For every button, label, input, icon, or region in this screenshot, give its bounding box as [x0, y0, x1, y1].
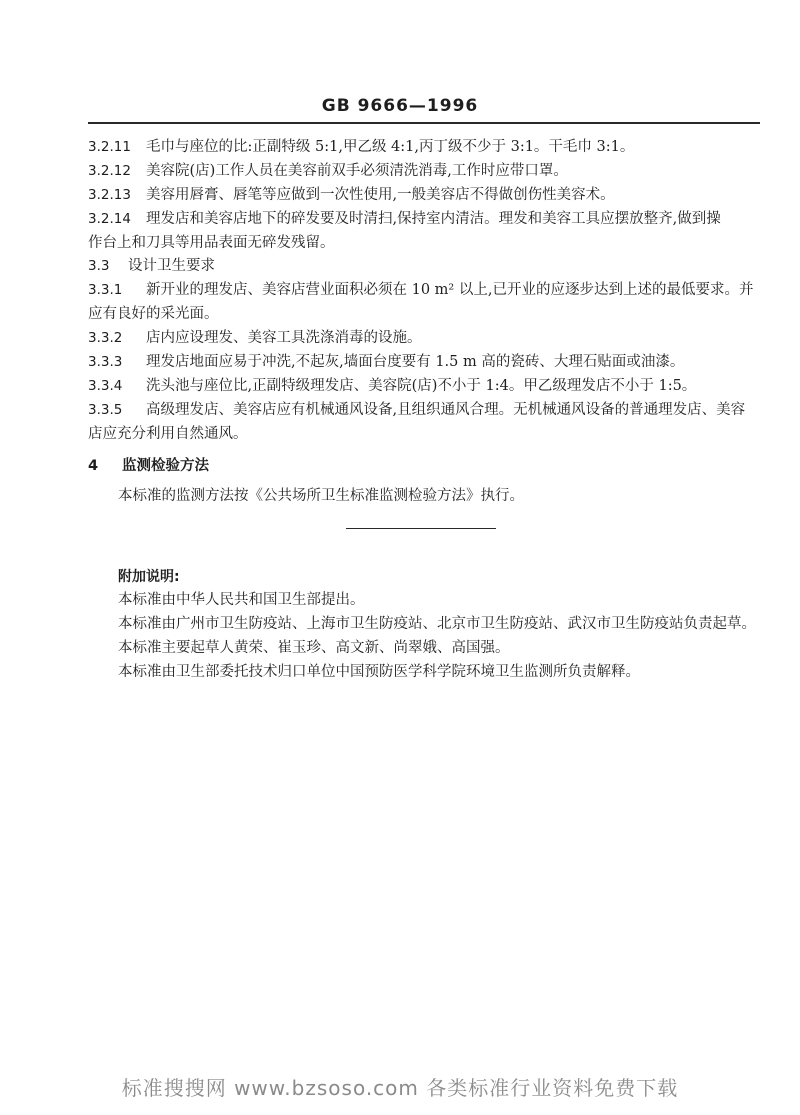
header-rule — [88, 122, 760, 124]
clause-number: 3.3.1 — [88, 282, 123, 298]
clause-3-2-12 — [88, 161, 568, 181]
clause-text: 新开业的理发店、美容店营业面积必须在 10 m² 以上,已开业的应逐步达到上述的最低要求。并 — [146, 282, 754, 298]
section-title: 设计卫生要求 — [128, 258, 215, 274]
end-rule — [346, 528, 496, 529]
clause-number: 3.2.12 — [88, 163, 131, 179]
clause-number: 3.2.13 — [88, 187, 131, 203]
clause-3-3-5-continuation: 店应充分利用自然通风。 — [88, 426, 248, 442]
clause-text: 毛巾与座位的比:正副特级 5:1,甲乙级 4:1,丙丁级不少于 3:1。干毛巾 3:1。 — [146, 139, 635, 155]
section-3-3-heading — [88, 256, 215, 276]
section-number: 4 — [88, 458, 99, 474]
clause-3-2-11 — [88, 137, 634, 157]
clause-3-3-4 — [88, 376, 696, 396]
clause-3-3-5 — [88, 400, 745, 420]
addendum-line: 本标准由中华人民共和国卫生部提出。 — [118, 592, 365, 608]
clause-text: 洗头池与座位比,正副特级理发店、美容院(店)不小于 1:4。甲乙级理发店不小于 1:5。 — [146, 378, 697, 394]
clause-text: 美容用唇膏、唇笔等应做到一次性使用,一般美容店不得做创伤性美容术。 — [146, 187, 615, 203]
clause-text: 理发店和美容店地下的碎发要及时清扫,保持室内清洁。理发和美容工具应摆放整齐,做到操 — [146, 211, 721, 227]
clause-text: 高级理发店、美容店应有机械通风设备,且组织通风合理。无机械通风设备的普通理发店、美容 — [146, 402, 746, 418]
section-title: 监测检验方法 — [122, 458, 209, 474]
watermark-footer: 标准搜搜网 www.bzsoso.com 各类标准行业资料免费下载 — [121, 1076, 679, 1100]
clause-number: 3.3.5 — [88, 402, 123, 418]
clause-3-2-14-continuation: 作台上和刀具等用品表面无碎发残留。 — [88, 235, 335, 251]
clause-text: 理发店地面应易于冲洗,不起灰,墙面台度要有 1.5 m 高的瓷砖、大理石贴面或油漆。 — [146, 354, 685, 370]
section-4-heading — [88, 454, 209, 475]
addendum-line: 本标准由卫生部委托技术归口单位中国预防医学科学院环境卫生监测所负责解释。 — [118, 664, 640, 680]
clause-3-2-13 — [88, 185, 615, 205]
standard-number-header: GB 9666—1996 — [321, 96, 479, 116]
clause-3-3-1 — [88, 280, 753, 300]
addendum-line: 本标准由广州市卫生防疫站、上海市卫生防疫站、北京市卫生防疫站、武汉市卫生防疫站负责起草。 — [118, 616, 756, 632]
clause-3-3-2 — [88, 328, 422, 348]
clause-text: 店内应设理发、美容工具洗涤消毒的设施。 — [146, 330, 422, 346]
section-number: 3.3 — [88, 258, 110, 274]
clause-3-3-1-continuation: 应有良好的采光面。 — [88, 306, 219, 322]
clause-number: 3.3.3 — [88, 354, 123, 370]
clause-number: 3.3.4 — [88, 378, 123, 394]
clause-text: 美容院(店)工作人员在美容前双手必须清洗消毒,工作时应带口罩。 — [146, 163, 568, 179]
addendum-line: 本标准主要起草人黄荣、崔玉珍、高文新、尚翠娥、高国强。 — [118, 640, 510, 656]
clause-number: 3.2.14 — [88, 211, 131, 227]
clause-3-2-14 — [88, 209, 721, 229]
clause-3-3-3 — [88, 352, 684, 372]
clause-number: 3.3.2 — [88, 330, 123, 346]
clause-number: 3.2.11 — [88, 139, 131, 155]
addendum-title: 附加说明: — [118, 569, 180, 585]
section-4-body: 本标准的监测方法按《公共场所卫生标准监测检验方法》执行。 — [118, 488, 524, 504]
